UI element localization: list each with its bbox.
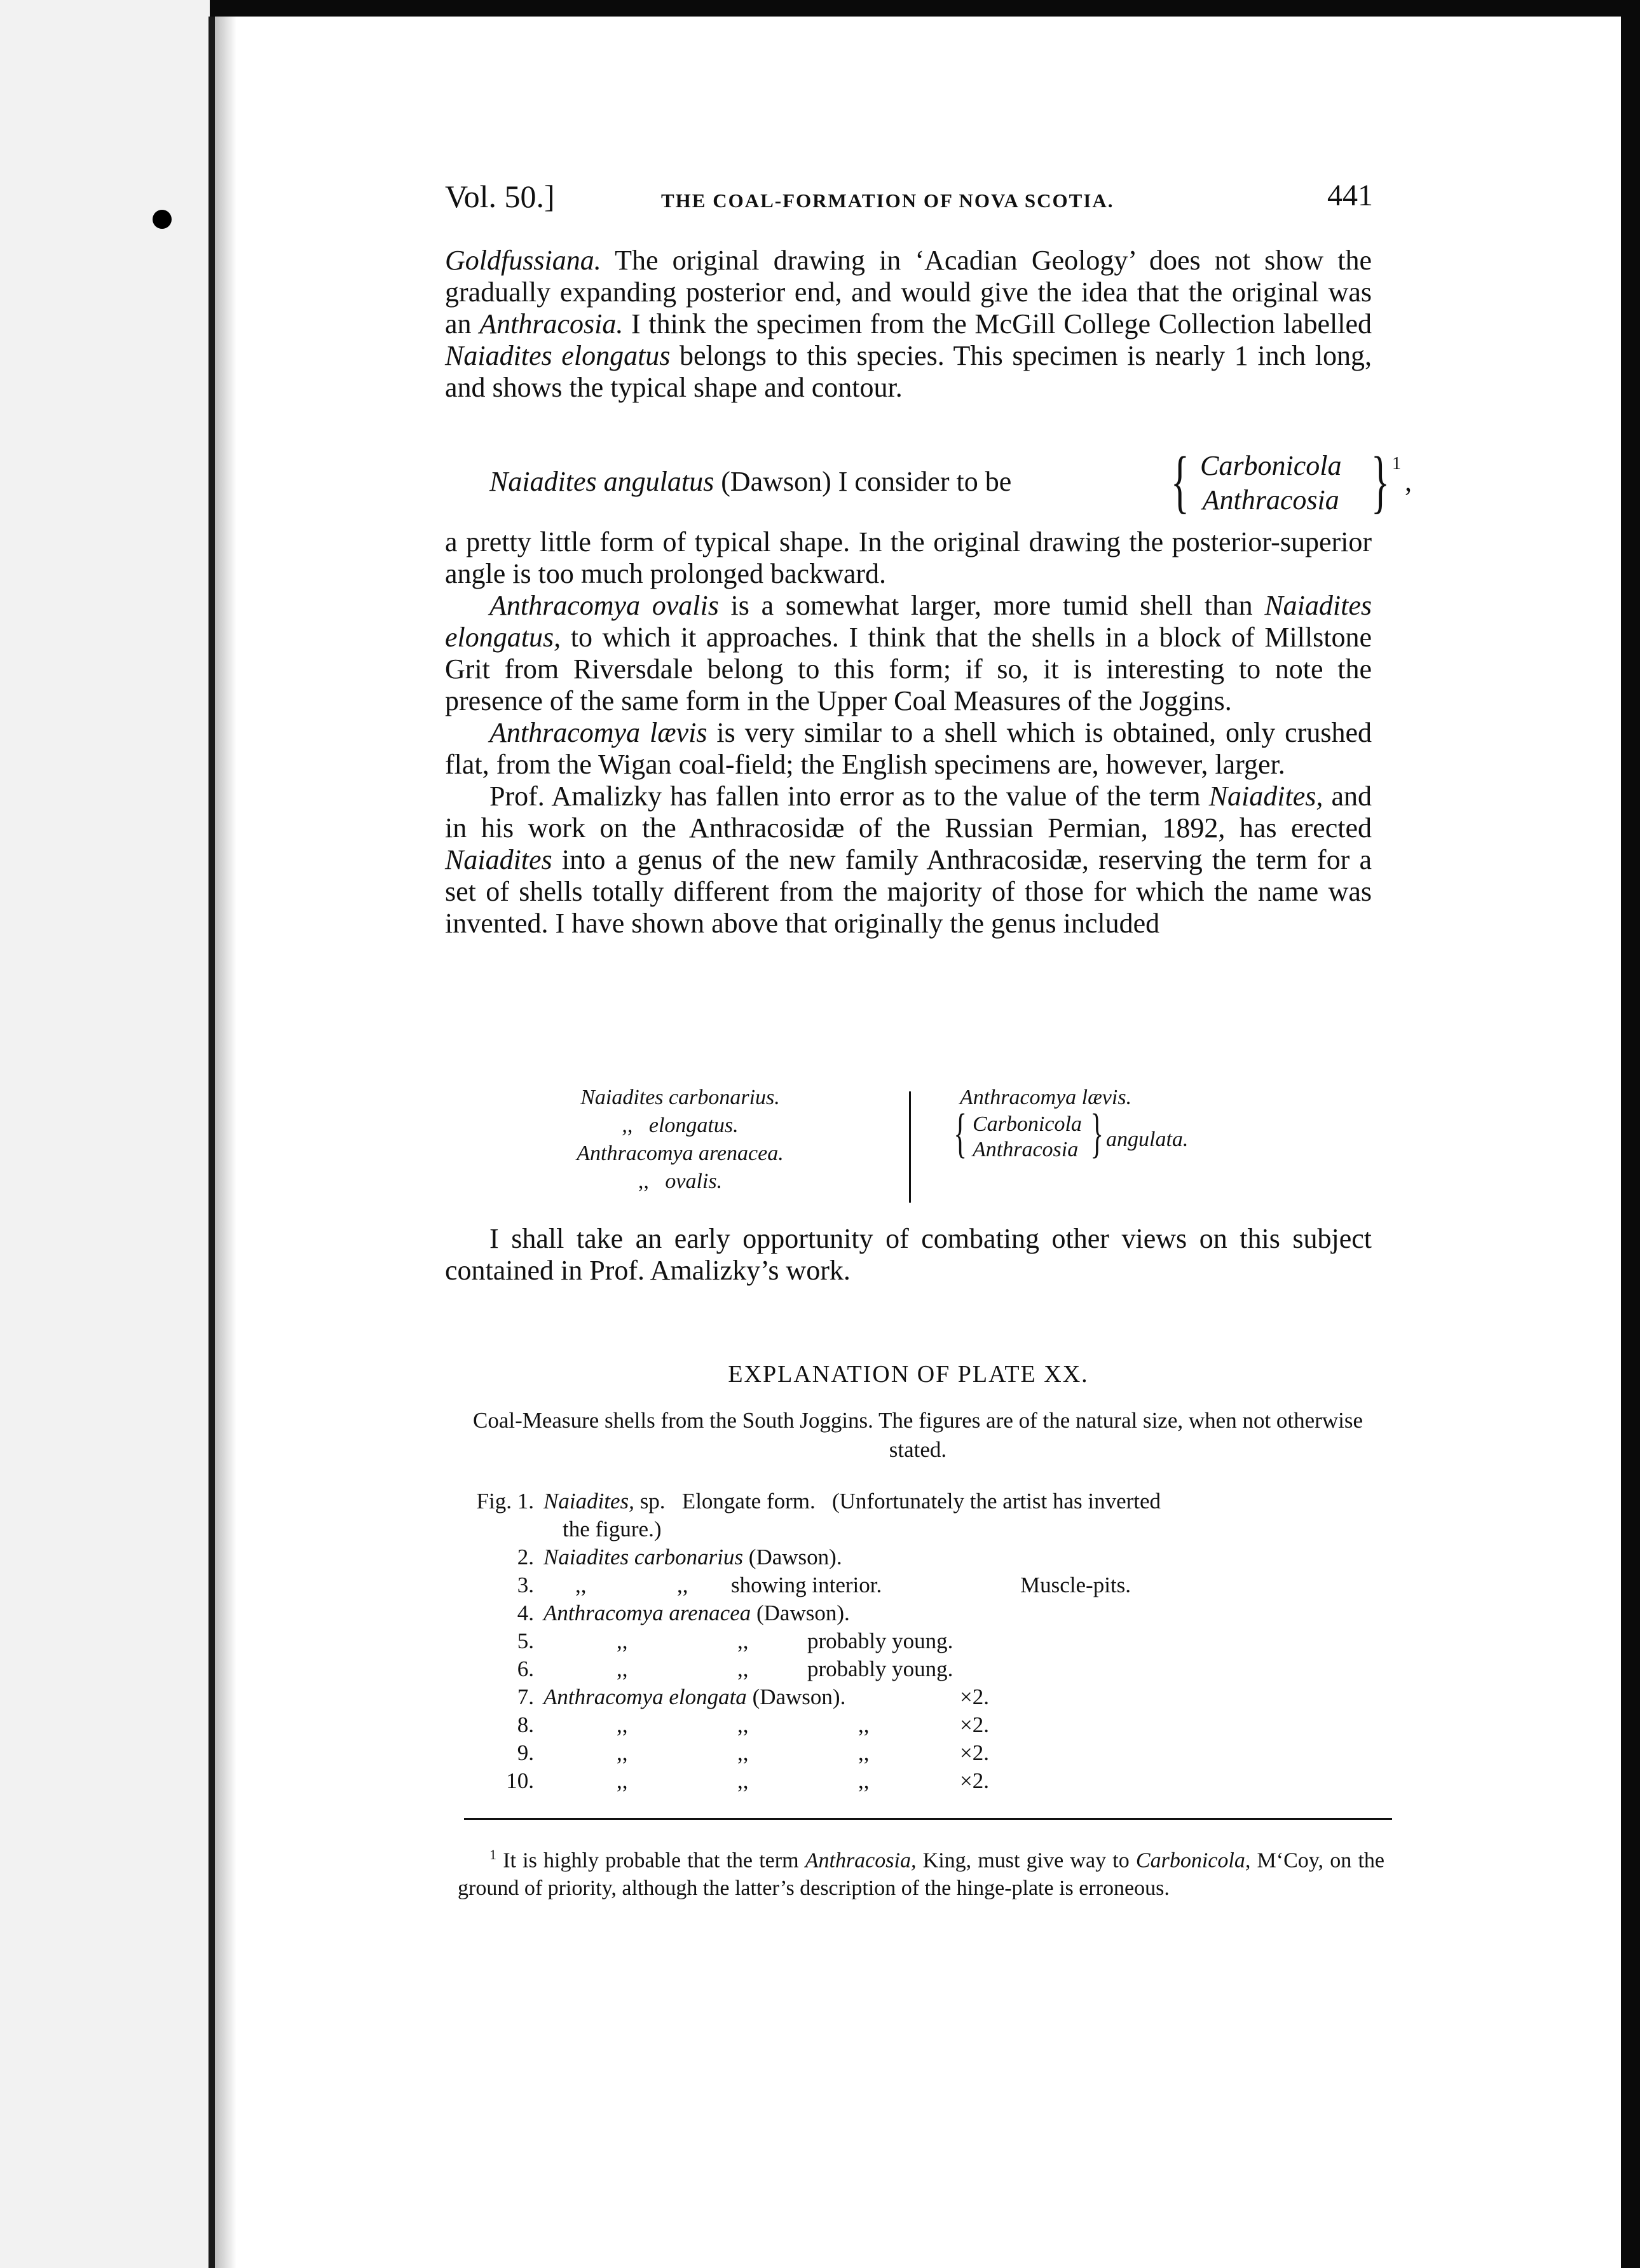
- paragraph: [445, 526, 1372, 590]
- figure-text: the figure.): [563, 1517, 662, 1541]
- paragraph: [445, 781, 1372, 939]
- figure-row: [451, 1629, 1386, 1657]
- footnote-text: [458, 1841, 1384, 1903]
- ditto-mark: ,,: [617, 1629, 628, 1653]
- italic-term: Anthracosia.: [479, 308, 624, 339]
- ditto-mark: ,,: [617, 1657, 628, 1681]
- figure-number: 7.: [517, 1684, 534, 1709]
- figure-text: sp. Elongate form. (Unfortunately the artist has inverted: [634, 1489, 1161, 1513]
- ditto-mark: ,,: [617, 1740, 628, 1765]
- species-suffix: angulata.: [1106, 1128, 1189, 1151]
- italic-term: Anthracosia,: [805, 1848, 917, 1873]
- taxon-name: Anthracomya elongata: [543, 1684, 747, 1709]
- genus-list-left: [528, 1084, 833, 1196]
- figure-row: [451, 1657, 1386, 1684]
- figure-text: probably young.: [807, 1629, 953, 1653]
- figure-number: 2.: [517, 1545, 534, 1569]
- italic-term: Naiadites: [445, 844, 552, 875]
- taxon-name: Anthracomya arenacea: [543, 1601, 751, 1625]
- genus-item: ,, ovalis.: [638, 1170, 723, 1193]
- figure-row: [451, 1489, 1386, 1517]
- text-run: M‘Coy, on the ground of priority, although the latter’s description of the hinge-plate is erroneous.: [458, 1848, 1384, 1901]
- ditto-mark: ,,: [737, 1740, 749, 1765]
- genus-list: [528, 1084, 1303, 1205]
- italic-term: Naiadites,: [1208, 781, 1323, 812]
- running-title: THE COAL-FORMATION OF NOVA SCOTIA.: [661, 189, 1114, 212]
- figure-row-cont: [451, 1517, 1386, 1545]
- figure-number: 10.: [506, 1768, 534, 1793]
- paragraph: [445, 245, 1372, 404]
- figure-text: (Dawson).: [746, 1684, 846, 1709]
- text-run: and in his work on the Anthracosidæ of the Russian Permian, 1892, has erected: [445, 781, 1372, 844]
- genus-item: Anthracomya lævis.: [960, 1086, 1132, 1109]
- left-brace: {: [953, 1102, 967, 1163]
- taxon-name: Naiadites carbonarius: [543, 1545, 744, 1569]
- italic-term: Goldfussiana.: [445, 245, 601, 276]
- ditto-mark: ,,: [737, 1657, 749, 1681]
- text-run: Prof. Amalizky has fallen into error as to the value of the term: [489, 781, 1209, 812]
- text-run: is a somewhat larger, more tumid shell than: [718, 590, 1265, 621]
- figure-caption: [543, 1684, 845, 1710]
- ditto-mark: ,,: [737, 1712, 749, 1737]
- volume-label: Vol. 50.]: [445, 179, 555, 214]
- binding-hole: [153, 210, 172, 229]
- figure-number: 5.: [517, 1629, 534, 1653]
- ditto-mark: ,,: [575, 1573, 587, 1597]
- figure-number: 3.: [517, 1573, 534, 1597]
- brace-stack: [1200, 449, 1341, 517]
- figure-row: [451, 1573, 1386, 1601]
- facing-page: [0, 0, 210, 2268]
- magnification: ×2.: [960, 1684, 989, 1709]
- footnote: [458, 1841, 1384, 1903]
- figure-number: 4.: [517, 1601, 534, 1625]
- formula-text: (Dawson) I consider to be: [714, 466, 1012, 497]
- spine-shadow: [215, 17, 236, 2268]
- figure-row: [451, 1768, 1386, 1796]
- footnote-ref: 1: [1392, 454, 1401, 474]
- figure-text: (Dawson).: [751, 1601, 850, 1625]
- footnote-mark: 1: [489, 1847, 496, 1862]
- ditto-mark: ,,: [858, 1740, 870, 1765]
- text-run: I think the specimen from the McGill College Collection labelled: [623, 308, 1372, 339]
- stack-bottom: Anthracosia: [1202, 484, 1339, 516]
- stack-top: Carbonicola: [973, 1112, 1082, 1136]
- ditto-mark: ,,: [617, 1712, 628, 1737]
- figure-row: [451, 1684, 1386, 1712]
- magnification: ×2.: [960, 1712, 989, 1737]
- text-run: is very similar to a shell which is obtained, only crushed flat, from the Wigan coal-field; the English specimens are, however, larger.: [445, 717, 1372, 780]
- ditto-mark: ,,: [858, 1768, 870, 1793]
- figure-caption: [543, 1601, 850, 1626]
- binding-spine: [208, 17, 215, 2268]
- page-number: 441: [1327, 179, 1373, 212]
- paragraph: [445, 590, 1372, 717]
- brace-stack: [973, 1112, 1082, 1163]
- figure-row: [451, 1740, 1386, 1768]
- figure-caption: [543, 1545, 842, 1570]
- formula-lead: [489, 465, 1011, 498]
- text-run: It is highly probable that the term: [496, 1848, 805, 1873]
- text-run: to which it approaches. I think that the shells in a block of Millstone Grit from Riversdale belong to this form; if so, it is interesting to note the presence of the same form in the Upper Coal Measures of the Joggins.: [445, 622, 1372, 716]
- ditto-mark: ,,: [737, 1629, 749, 1653]
- italic-term: Naiadites elongatus: [445, 340, 671, 371]
- text-run: a pretty little form of typical shape. In the original drawing the posterior-superior angle is too much prolonged backward.: [445, 526, 1372, 589]
- italic-term: Anthracomya lævis: [489, 717, 707, 748]
- italic-term: Carbonicola,: [1135, 1848, 1251, 1873]
- page-right-edge: [1621, 0, 1640, 2268]
- ditto-mark: ,,: [617, 1768, 628, 1793]
- running-header: [445, 178, 1373, 222]
- stack-top: Carbonicola: [1200, 450, 1342, 481]
- figure-number: 8.: [517, 1712, 534, 1737]
- figure-text: probably young.: [807, 1657, 953, 1681]
- paragraph: [445, 717, 1372, 781]
- text-run: belongs to this species. This specimen is nearly 1 inch long, and shows the typical shape and contour.: [445, 340, 1372, 403]
- italic-term: Naiadites elongatus,: [445, 590, 1372, 653]
- genus-item: Anthracomya arenacea.: [577, 1142, 784, 1165]
- body-block-2: [445, 526, 1372, 939]
- ditto-mark: ,,: [737, 1768, 749, 1793]
- paragraph: [445, 1223, 1372, 1287]
- footnote-body: [458, 1848, 1384, 1900]
- text-run: I shall take an early opportunity of combating other views on this subject contained in Prof. Amalizky’s work.: [445, 1223, 1372, 1286]
- figure-row: [451, 1545, 1386, 1573]
- ditto-mark: ,,: [858, 1712, 870, 1737]
- taxon-name: Naiadites,: [543, 1489, 634, 1513]
- figure-row: [451, 1712, 1386, 1740]
- figure-text-extra: Muscle-pits.: [1020, 1573, 1131, 1597]
- page-top-edge: [0, 0, 1640, 17]
- italic-term: Anthracomya ovalis: [489, 590, 719, 621]
- genus-item: ,, elongatus.: [622, 1114, 739, 1137]
- stack-bottom: Anthracosia: [973, 1138, 1079, 1161]
- magnification: ×2.: [960, 1768, 989, 1793]
- figure-number: Fig. 1.: [476, 1489, 534, 1513]
- figure-text: showing interior.: [731, 1573, 882, 1597]
- genus-item: Naiadites carbonarius.: [580, 1086, 780, 1109]
- ditto-mark: ,,: [677, 1573, 688, 1597]
- genus-name: Naiadites angulatus: [489, 466, 714, 497]
- body-block-3: [445, 1223, 1372, 1287]
- plate-heading: EXPLANATION OF PLATE XX.: [728, 1361, 1089, 1388]
- figure-number: 9.: [517, 1740, 534, 1765]
- column-divider: [909, 1091, 911, 1203]
- text-run: into a genus of the new family Anthracosidæ, reserving the term for a set of shells totally different from the majority of those for which the name was invented. I have shown above that originally the genus included: [445, 844, 1372, 939]
- left-brace: {: [1170, 442, 1189, 520]
- plate-intro: Coal-Measure shells from the South Joggins. The figures are of the natural size, when not otherwise stated.: [473, 1408, 1363, 1462]
- formula-comma: ,: [1405, 466, 1412, 497]
- body-block-1: [445, 245, 1372, 404]
- figure-caption: [543, 1489, 1161, 1514]
- text-run: The original drawing in ‘Acadian Geology’ does not show the gradually expanding posterior end, and would give the idea that the original was an: [445, 245, 1372, 339]
- figure-number: 6.: [517, 1657, 534, 1681]
- right-brace: }: [1090, 1102, 1104, 1163]
- figure-row: [451, 1601, 1386, 1629]
- figure-text: (Dawson).: [743, 1545, 842, 1569]
- formula-line: [489, 442, 1412, 521]
- footnote-rule: [464, 1818, 1392, 1820]
- right-brace: }: [1370, 442, 1390, 520]
- magnification: ×2.: [960, 1740, 989, 1765]
- text-run: King, must give way to: [916, 1848, 1136, 1873]
